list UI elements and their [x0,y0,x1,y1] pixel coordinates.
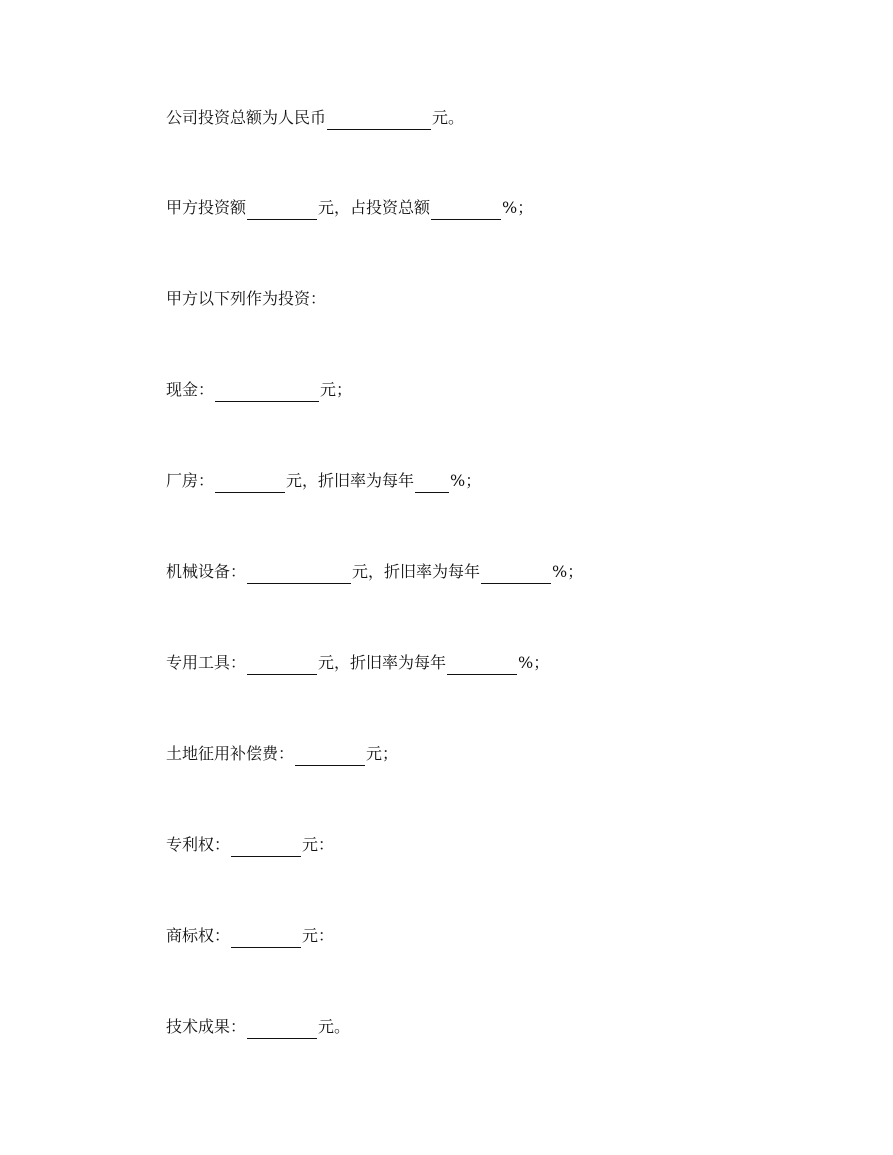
tools-label: 专用工具： [166,653,247,672]
patent-unit: 元： [302,835,335,854]
machinery-line [166,560,583,584]
land-blank[interactable] [295,747,365,766]
patent-blank[interactable] [231,838,301,857]
tools-rate-blank[interactable] [447,656,517,675]
plant-rate-unit: %； [450,471,482,490]
plant-amount-unit: 元，折旧率为每年 [286,471,415,490]
cash-label: 现金： [166,380,215,399]
trademark-label: 商标权： [166,926,231,945]
machinery-rate-blank[interactable] [481,565,551,584]
tech-line [166,1015,350,1039]
tech-blank[interactable] [247,1020,317,1039]
machinery-amount-blank[interactable] [247,565,351,584]
party-a-amount-blank[interactable] [247,201,317,220]
land-label: 土地征用补偿费： [166,744,295,763]
tech-label: 技术成果： [166,1017,247,1036]
party-a-items-line [166,287,326,311]
machinery-rate-unit: %； [552,562,584,581]
land-unit: 元； [366,744,399,763]
tools-line [166,651,549,675]
tools-amount-unit: 元，折旧率为每年 [318,653,447,672]
total-investment-blank[interactable] [327,111,431,130]
total-investment-label: 公司投资总额为人民币 [166,108,327,127]
plant-line [166,469,481,493]
tools-amount-blank[interactable] [247,656,317,675]
plant-label: 厂房： [166,471,215,490]
cash-unit: 元； [320,380,353,399]
party-a-investment-label: 甲方投资额 [166,198,247,217]
party-a-percent-unit: %； [502,198,534,217]
trademark-blank[interactable] [231,929,301,948]
trademark-unit: 元： [302,926,335,945]
plant-amount-blank[interactable] [215,474,285,493]
cash-line [166,378,352,402]
total-investment-unit: 元。 [432,108,465,127]
machinery-amount-unit: 元，折旧率为每年 [352,562,481,581]
tech-unit: 元。 [318,1017,351,1036]
cash-blank[interactable] [215,383,319,402]
trademark-line [166,924,334,948]
land-line [166,742,398,766]
party-a-investment-line [166,196,533,220]
patent-label: 专利权： [166,835,231,854]
party-a-items-label: 甲方以下列作为投资： [166,289,327,308]
patent-line [166,833,334,857]
party-a-percent-blank[interactable] [431,201,501,220]
party-a-amount-unit: 元，占投资总额 [318,198,431,217]
tools-rate-unit: %； [518,653,550,672]
machinery-label: 机械设备： [166,562,247,581]
total-investment-line [166,106,464,130]
plant-rate-blank[interactable] [415,474,449,493]
